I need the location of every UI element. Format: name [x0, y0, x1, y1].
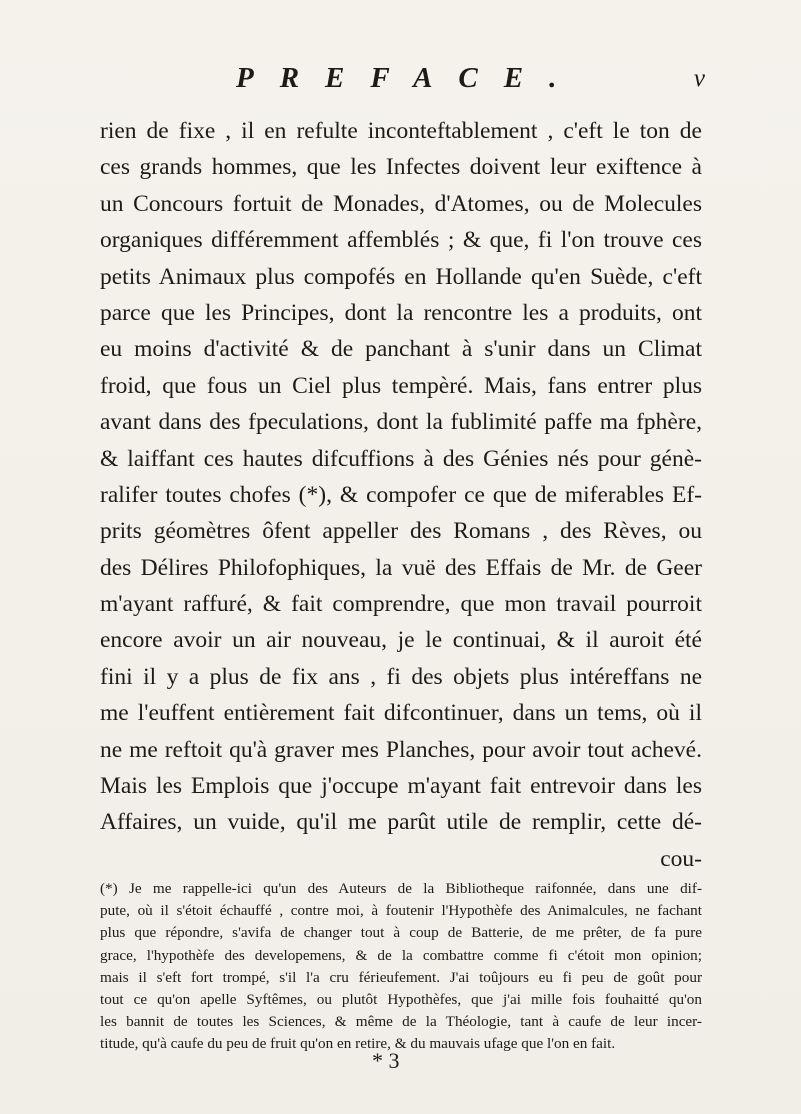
running-title: PREFACE. — [236, 62, 583, 94]
text-line: encore avoir un air nouveau, je le continuai, & il auroit été — [100, 627, 702, 654]
text-line: eu moins d'activité & de panchant à s'unir dans un Climat — [100, 336, 702, 363]
text-line: ne me reftoit qu'à graver mes Planches, pour avoir tout achevé. — [100, 736, 702, 763]
text-line: fini il y a plus de fix ans , fi des objets plus intéreffans ne — [100, 663, 702, 690]
footnote-line: plus que répondre, s'avifa de changer tout à coup de Batterie, de me prêter, de fa pure — [100, 924, 702, 942]
text-line: prits géomètres ôfent appeller des Romans , des Rèves, ou — [100, 518, 702, 545]
text-line: ces grands hommes, que les Infectes doivent leur exiftence à — [100, 154, 702, 181]
main-text — [100, 113, 702, 877]
footnote-line: mais il s'eft fort trompé, s'il l'a cru férieufement. J'ai toûjours eu fi peu de goût pour — [100, 968, 702, 986]
signature-mark: * 3 — [372, 1048, 400, 1073]
text-line: Affaires, un vuide, qu'il me parût utile de remplir, cette dé- — [100, 809, 702, 836]
text-line: m'ayant raffuré, & fait comprendre, que mon travail pourroit — [100, 591, 702, 618]
footnote-line: titude, qu'à caufe du peu de fruit qu'on en retire, & du mauvais ufage que l'on en fait. — [100, 1035, 616, 1053]
text-line: me l'euffent entièrement fait difcontinuer, dans un tems, où il — [100, 700, 702, 727]
text-line: petits Animaux plus compofés en Hollande qu'en Suède, c'eft — [100, 263, 702, 290]
footnote-line: grace, l'hypothèfe des developemens, & de la combattre comme fi c'étoit mon opinion; — [100, 946, 702, 964]
text-line: des Délires Philofophiques, la vuë des Effais de Mr. de Geer — [100, 554, 702, 581]
text-line: & laiffant ces hautes difcuffions à des Génies nés pour génè- — [100, 445, 702, 472]
text-line: rien de fixe , il en refulte inconteftablement , c'eft le ton de — [100, 118, 702, 144]
running-head — [0, 62, 801, 102]
text-line: avant dans des fpeculations, dont la fublimité paffe ma fphère, — [100, 409, 702, 436]
footnote — [100, 878, 702, 1056]
text-line: Mais les Emplois que j'occupe m'ayant fait entrevoir dans les — [100, 773, 702, 800]
text-line: organiques différemment affemblés ; & que, fi l'on trouve ces — [100, 227, 702, 254]
text-line: ralifer toutes chofes (*), & compofer ce que de miferables Ef- — [100, 481, 702, 508]
catchword: cou- — [660, 845, 702, 872]
text-line: un Concours fortuit de Monades, d'Atomes, ou de Molecules — [100, 190, 702, 217]
footnote-line: tout ce qu'on apelle Syftêmes, ou plutôt Hypothèfes, que j'ai mille fois fouhaitté qu'on — [100, 990, 702, 1008]
text-line: froid, que fous un Ciel plus tempèré. Mais, fans entrer plus — [100, 372, 702, 399]
footnote-line: les bannit de toutes les Sciences, & même de la Théologie, tant à caufe de leur incer- — [100, 1013, 702, 1031]
page-number: v — [693, 65, 705, 92]
text-line: parce que les Principes, dont la rencontre les a produits, ont — [100, 299, 702, 326]
footnote-line: (*) Je me rappelle-ici qu'un des Auteurs de la Bibliotheque raifonnée, dans une dif- — [100, 880, 702, 897]
footnote-line: pute, où il s'étoit échauffé , contre moi, à foutenir l'Hypothèfe des Animalcules, ne fachant — [100, 902, 702, 920]
